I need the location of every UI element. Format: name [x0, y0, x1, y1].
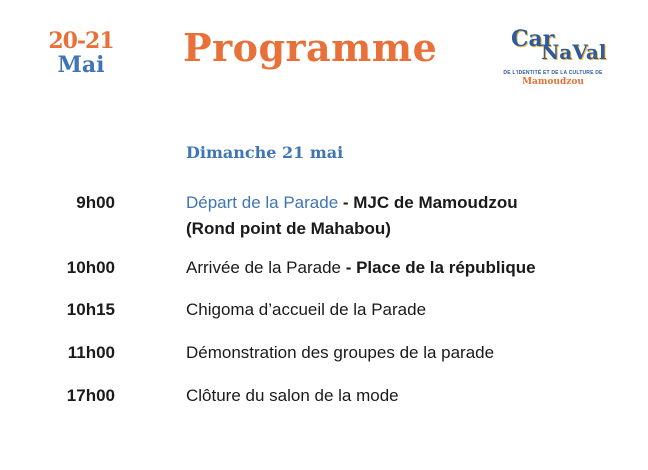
event-title: Chigoma d’accueil de la Parade — [186, 300, 427, 319]
event-title: Départ de la Parade — [186, 193, 339, 212]
event-location: - MJC de Mamoudzou — [338, 193, 518, 212]
logo-tagline: DE L'IDENTITÉ ET DE LA CULTURE DE — [503, 70, 603, 76]
date-block — [46, 30, 116, 76]
logo-word-car: Car — [511, 26, 555, 52]
event-description — [186, 297, 626, 323]
carnaval-logo — [503, 24, 607, 90]
event-description — [186, 383, 626, 409]
event-title: Clôture du salon de la mode — [186, 386, 399, 405]
event-title: Démonstration des groupes de la parade — [186, 343, 495, 362]
event-time: 9h00 — [76, 193, 115, 212]
event-time: 10h00 — [66, 258, 115, 277]
event-description — [186, 255, 626, 281]
logo-city: Mamoudzou — [522, 77, 584, 87]
event-description — [186, 190, 626, 242]
logo-word-naval: NaVal — [541, 40, 607, 64]
event-time: 17h00 — [66, 386, 115, 405]
event-description — [186, 340, 626, 366]
page-title: Programme — [183, 25, 438, 70]
day-heading: Dimanche 21 mai — [186, 143, 344, 162]
date-month: Mai — [57, 52, 105, 78]
event-time: 11h00 — [67, 343, 115, 362]
date-days: 20-21 — [48, 28, 114, 54]
event-title: Arrivée de la Parade — [186, 258, 341, 277]
event-location: - Place de la république — [340, 258, 536, 277]
event-location-detail: (Rond point de Mahabou) — [186, 219, 391, 238]
event-time: 10h15 — [66, 300, 115, 319]
